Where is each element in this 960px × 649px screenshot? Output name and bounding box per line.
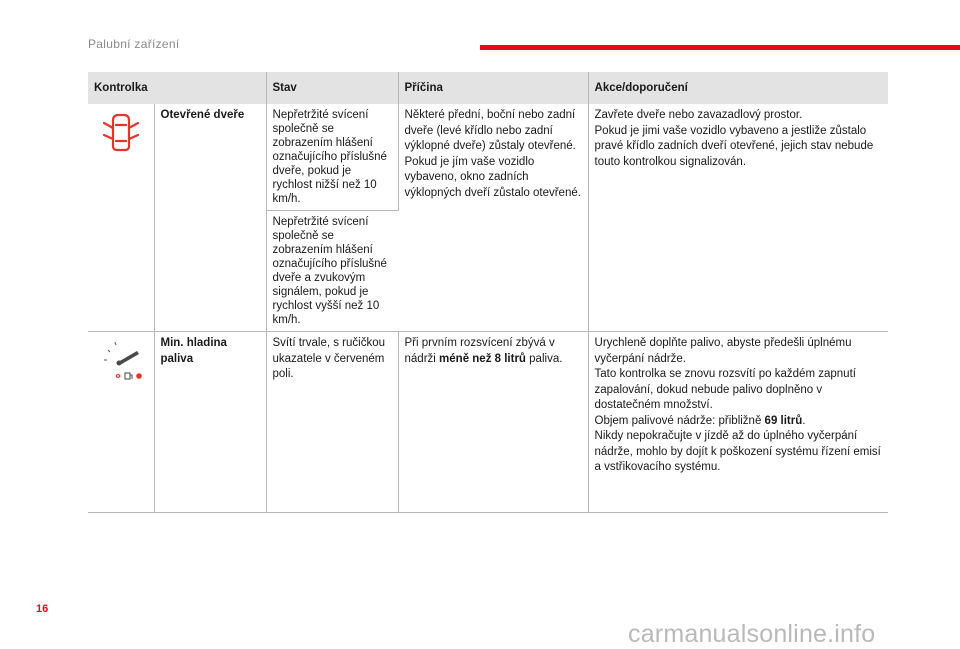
action-doors [588, 104, 888, 332]
table-header-row [88, 72, 888, 104]
table-row [88, 104, 888, 211]
action-fuel-line4: Nikdy nepokračujte v jízdě až do úplného vyčerpání nádrže, mohlo by dojít k poškození systému řízení emisí a vstřikovacího systému. [594, 430, 881, 473]
header-pricina: Příčina [398, 72, 588, 104]
icon-cell [88, 104, 154, 332]
action-fuel-line1: Urychleně doplňte palivo, abyste předešli úplnému vyčerpání nádrže. [594, 337, 852, 365]
action-doors-line2: Pokud je jimi vaše vozidlo vybaveno a jestliže zůstalo pravé křídlo zadních dveří otevřené, jejich stav nebude touto kontrolkou signalizován. [594, 124, 874, 168]
door-open-warning-icon [88, 104, 154, 164]
state-fuel: Svítí trvale, s ručičkou ukazatele v červeném poli. [266, 332, 398, 513]
warning-lights-table [88, 72, 888, 513]
icon-cell [88, 332, 154, 513]
action-fuel-line3: Objem palivové nádrže: přibližně 69 litrů. [594, 414, 806, 427]
page-number: 16 [36, 603, 49, 615]
state-doors-high-speed: Nepřetržité svícení společně se zobrazením hlášení označujícího příslušné dveře a zvukovým signálem, pokud je rychlost vyšší než 10 km/h. [266, 211, 398, 332]
fuel-gauge-icon [88, 332, 154, 392]
light-name-doors: Otevřené dveře [154, 104, 266, 332]
header-kontrolka: Kontrolka [88, 72, 266, 104]
cause-fuel: Při prvním rozsvícení zbývá v nádrži méně než 8 litrů paliva. [398, 332, 588, 513]
header-accent-bar [480, 45, 960, 50]
header-akce: Akce/doporučení [588, 72, 888, 104]
action-fuel-line2: Tato kontrolka se znovu rozsvítí po každém zapnutí zapalování, dokud nebude palivo doplněno v dostatečném množství. [594, 368, 856, 411]
section-title: Palubní zařízení [88, 37, 180, 51]
action-fuel [588, 332, 888, 513]
watermark: carmanualsonline.info [628, 620, 876, 648]
header-stav: Stav [266, 72, 398, 104]
light-name-fuel: Min. hladina paliva [154, 332, 266, 513]
state-doors-low-speed: Nepřetržité svícení společně se zobrazením hlášení označujícího příslušné dveře, pokud je rychlost nižší než 10 km/h. [266, 104, 398, 211]
action-doors-line1: Zavřete dveře nebo zavazadlový prostor. [594, 109, 803, 121]
table-row [88, 332, 888, 513]
cause-doors: Některé přední, boční nebo zadní dveře (levé křídlo nebo zadní výklopné dveře) zůstaly otevřené. Pokud je jím vaše vozidlo vybaveno, okno zadních výklopných dveří zůstalo otevřené. [398, 104, 588, 332]
